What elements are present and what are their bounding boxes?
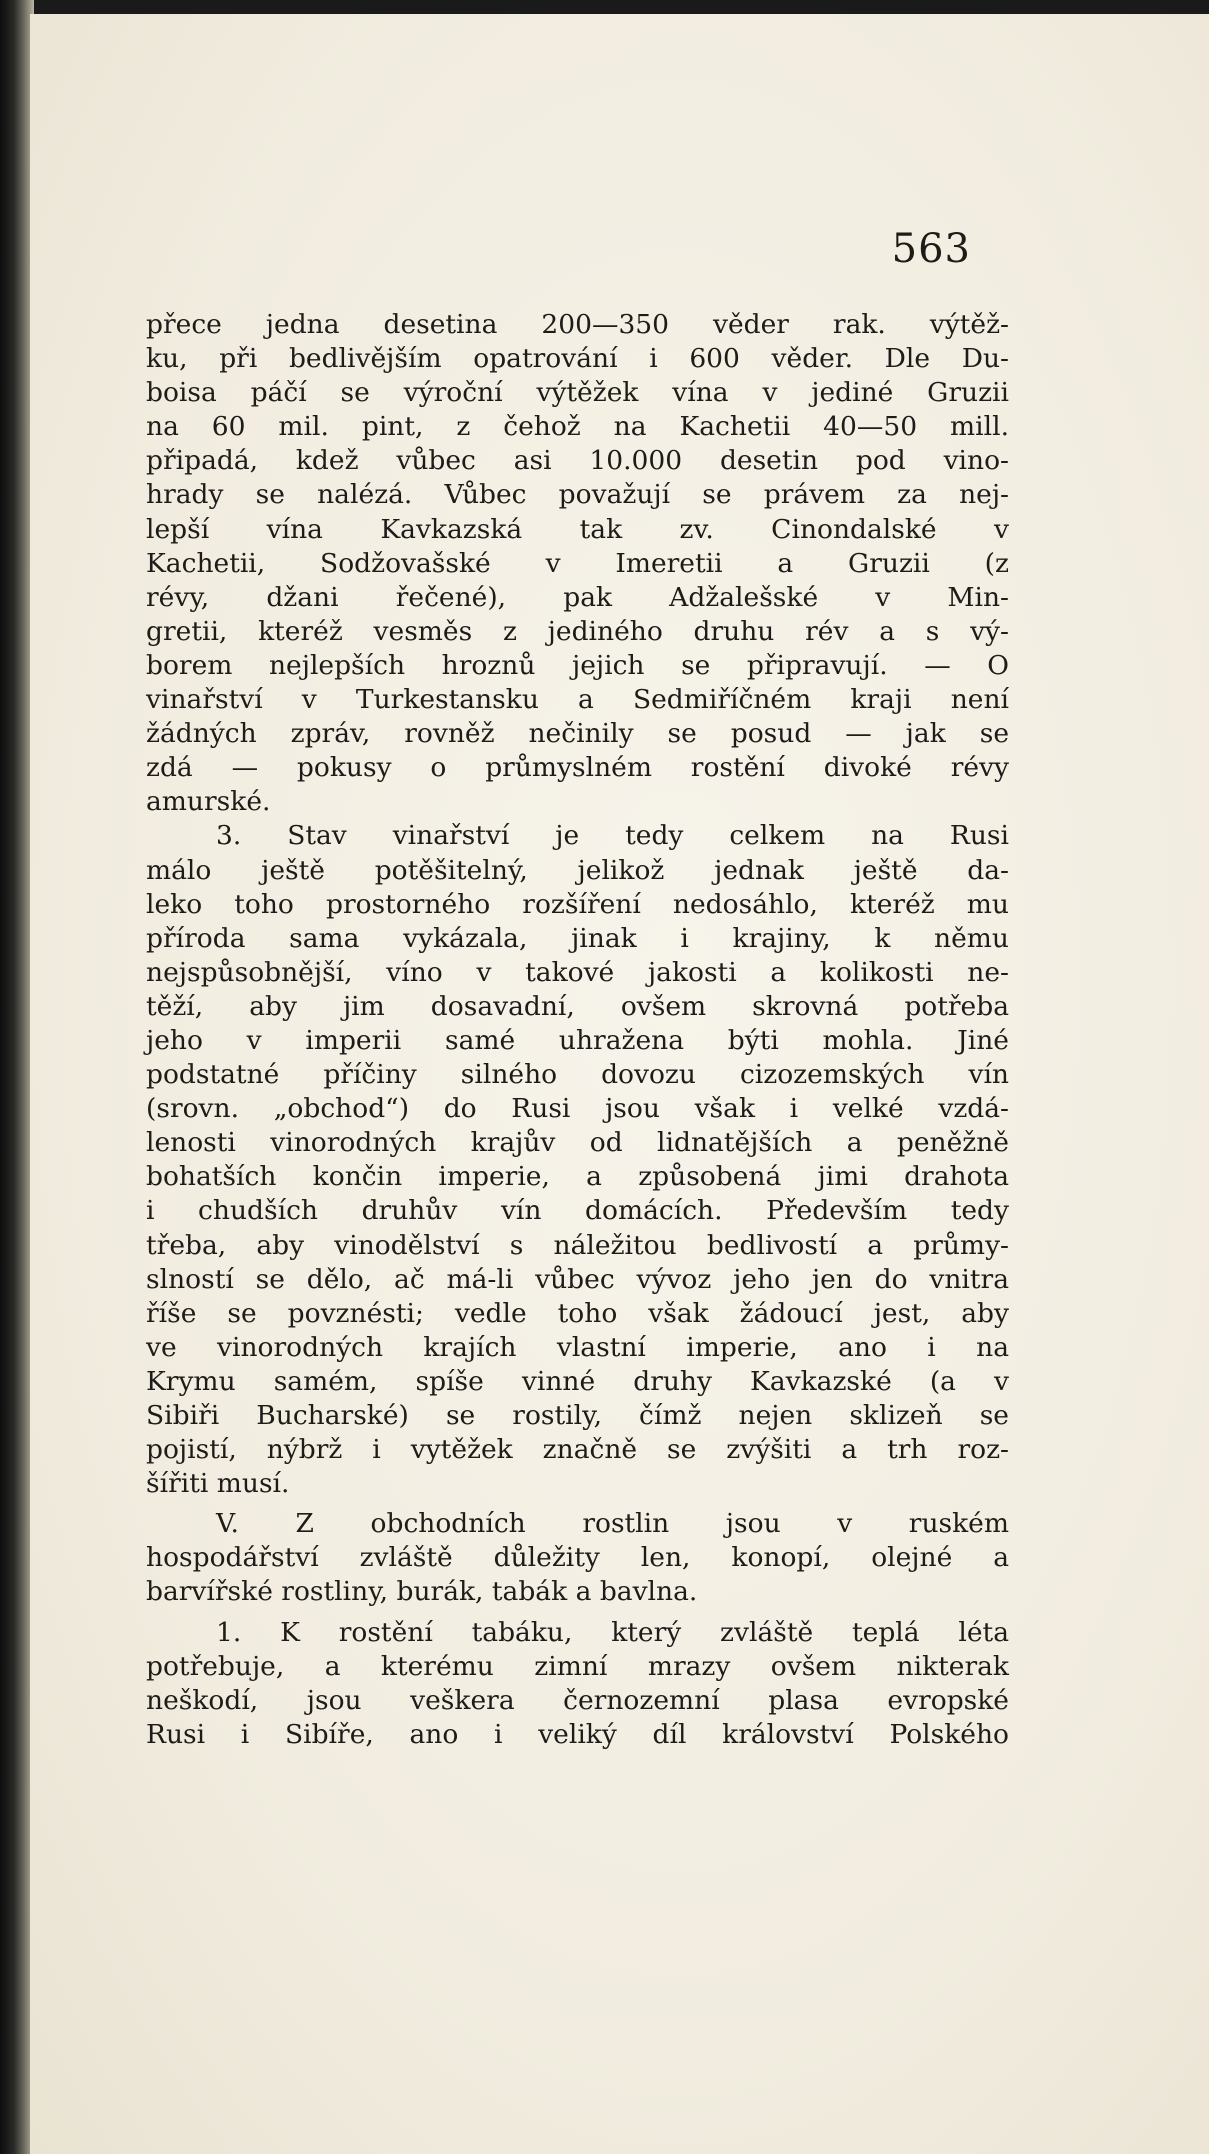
text-line: přece jedna desetina 200—350 věder rak. výtěž- <box>146 309 1009 340</box>
text-line: na 60 mil. pint, z čehož na Kachetii 40—50 mill. <box>146 411 1009 443</box>
text-line: révy, džani řečené), pak Adžalešské v Min- <box>146 581 1009 613</box>
body-text <box>146 308 1009 1752</box>
text-line: gretii, kteréž vesměs z jediného druhu rév a s vý- <box>146 615 1009 647</box>
text-line: leko toho prostorného rozšíření nedosáhlo, kteréž mu <box>146 888 1009 920</box>
text-line: příroda sama vykázala, jinak i krajiny, k němu <box>146 922 1009 954</box>
text-line: šířiti musí. <box>146 1468 290 1500</box>
text-line: lepší vína Kavkazská tak zv. Cinondalské v <box>146 513 1009 545</box>
book-page <box>30 14 1209 2154</box>
text-line: potřebuje, a kterému zimní mrazy ovšem nikterak <box>146 1650 1009 1682</box>
text-line: hospodářství zvláště důležity len, konopí, olejné a <box>146 1542 1009 1574</box>
text-line: ve vinorodných krajích vlastní imperie, ano i na <box>146 1331 1009 1363</box>
paragraph-start-line: 3. Stav vinařství je tedy celkem na Rusi <box>216 820 1009 852</box>
text-line: lenosti vinorodných krajův od lidnatějších a peněžně <box>146 1127 1009 1159</box>
section-heading-line: V. Z obchodních rostlin jsou v ruském <box>216 1508 1009 1540</box>
text-line: pojistí, nýbrž i vytěžek značně se zvýšiti a trh roz- <box>146 1434 1009 1466</box>
text-line: zdá — pokusy o průmyslném rostění divoké révy <box>146 752 1009 784</box>
text-line: žádných zpráv, rovněž nečinily se posud — jak se <box>146 718 1009 750</box>
text-line: hrady se nalézá. Vůbec považují se právem za nej- <box>146 479 1009 511</box>
text-line: boisa páčí se výroční výtěžek vína v jediné Gruzii <box>146 377 1009 409</box>
text-line: vinařství v Turkestansku a Sedmiříčném kraji není <box>146 684 1009 716</box>
text-line: málo ještě potěšitelný, jelikož jednak ještě da- <box>146 854 1009 886</box>
text-line: říše se povznésti; vedle toho však žádoucí jest, aby <box>146 1297 1009 1329</box>
text-line: (srovn. „obchod“) do Rusi jsou však i velké vzdá- <box>146 1093 1009 1125</box>
book-binding-shadow <box>0 0 34 2154</box>
text-line: Rusi i Sibíře, ano i veliký díl království Polského <box>146 1718 1009 1750</box>
text-line: nejspůsobnější, víno v takové jakosti a kolikosti ne- <box>146 956 1009 988</box>
text-line: jeho v imperii samé uhražena býti mohla. Jiné <box>146 1024 1009 1056</box>
text-line: bohatších končin imperie, a způsobená jimi drahota <box>146 1161 1009 1193</box>
text-line: Krymu samém, spíše vinné druhy Kavkazské (a v <box>146 1365 1009 1397</box>
text-line: podstatné příčiny silného dovozu cizozemských vín <box>146 1059 1009 1091</box>
text-line: i chudších druhův vín domácích. Především tedy <box>146 1195 1009 1227</box>
text-line: neškodí, jsou veškera černozemní plasa evropské <box>146 1684 1009 1716</box>
text-line: ku, při bedlivějším opatrování i 600 věder. Dle Du- <box>146 343 1009 375</box>
text-line: barvířské rostliny, burák, tabák a bavlna. <box>146 1576 698 1608</box>
text-line: amurské. <box>146 786 271 818</box>
text-line: slností se dělo, ač má-li vůbec vývoz jeho jen do vnitra <box>146 1263 1009 1295</box>
text-line: Sibiři Bucharské) se rostily, čímž nejen sklizeň se <box>146 1400 1009 1431</box>
page-number: 563 <box>891 226 971 272</box>
text-line: těží, aby jim dosavadní, ovšem skrovná potřeba <box>146 990 1009 1022</box>
text-line: třeba, aby vinodělství s náležitou bedlivostí a průmy- <box>146 1229 1009 1261</box>
paragraph-start-line: 1. K rostění tabáku, který zvláště teplá léta <box>216 1616 1009 1648</box>
text-line: připadá, kdež vůbec asi 10.000 desetin pod vino- <box>146 445 1009 477</box>
text-line: borem nejlepších hroznů jejich se připravují. — O <box>146 649 1009 681</box>
text-line: Kachetii, Sodžovašské v Imeretii a Gruzii (z <box>146 547 1009 579</box>
